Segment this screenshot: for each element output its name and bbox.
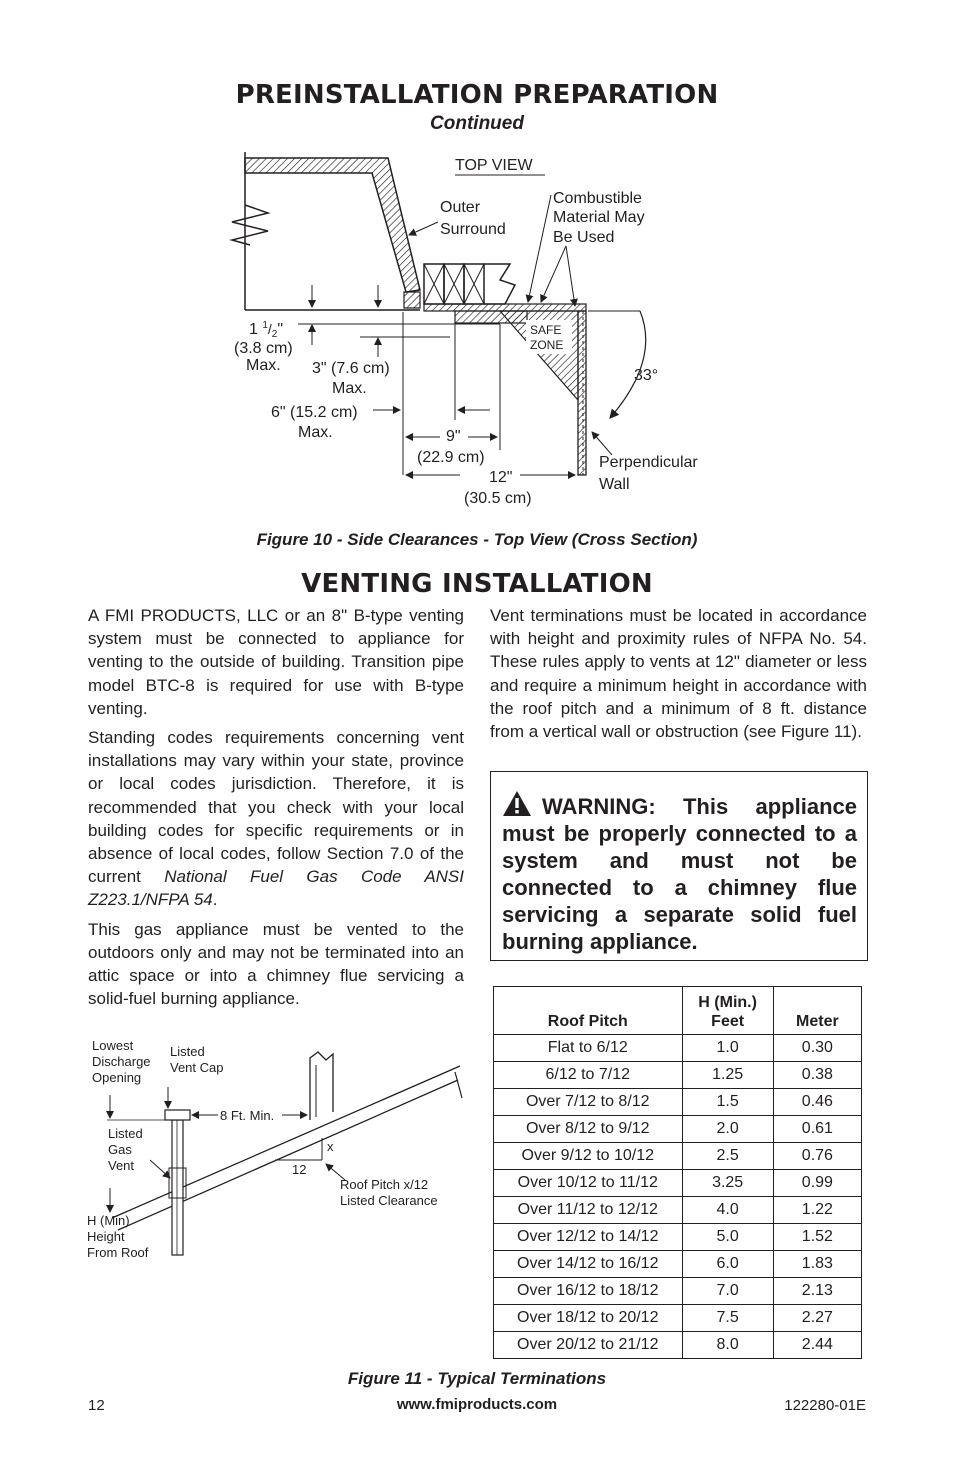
lowest-label-1: Lowest — [92, 1038, 134, 1053]
cell-roof-pitch: Over 7/12 to 8/12 — [494, 1089, 683, 1116]
table-row — [494, 1170, 862, 1197]
page-number: 12 — [88, 1397, 105, 1414]
table-row — [494, 1116, 862, 1143]
figure-11-diagram — [85, 1030, 470, 1265]
cell-meter: 1.22 — [773, 1197, 861, 1224]
table-row — [494, 1089, 862, 1116]
cell-roof-pitch: Over 8/12 to 9/12 — [494, 1116, 683, 1143]
cell-meter: 1.83 — [773, 1251, 861, 1278]
table-row — [494, 1143, 862, 1170]
lowest-label-2: Discharge — [92, 1054, 151, 1069]
listed-gas-label-2: Gas — [108, 1142, 132, 1157]
cell-feet: 3.25 — [682, 1170, 773, 1197]
listed-cap-label-1: Listed — [170, 1044, 205, 1059]
lowest-label-3: Opening — [92, 1070, 142, 1085]
table-row — [494, 1251, 862, 1278]
cell-meter: 0.46 — [773, 1089, 861, 1116]
warning-text: WARNING: This appliance must be properly connected to a system and must not be connected to a chimney flue servicing a separate solid fuel burning appliance. — [502, 794, 857, 954]
outer-surround-label-2: Surround — [440, 221, 506, 238]
cell-feet: 5.0 — [682, 1224, 773, 1251]
pitch-12-label: 12 — [292, 1162, 307, 1177]
combustible-label-2: Material May — [553, 209, 645, 226]
perpendicular-wall-label-1: Perpendicular — [599, 454, 698, 471]
footer-url: www.fmiproducts.com — [396, 1396, 558, 1413]
dim-12-label: 12" — [489, 469, 513, 486]
cell-roof-pitch: Over 10/12 to 11/12 — [494, 1170, 683, 1197]
combustible-label-1: Combustible — [553, 190, 642, 207]
angle-33-label: 33° — [634, 367, 659, 384]
cell-roof-pitch: Over 9/12 to 10/12 — [494, 1143, 683, 1170]
cell-meter: 0.30 — [773, 1035, 861, 1062]
table-row — [494, 1278, 862, 1305]
figure-10-diagram — [200, 148, 740, 520]
dim-9-label: 9" — [446, 428, 461, 445]
outer-surround-label-1: Outer — [440, 199, 481, 216]
cell-roof-pitch: Flat to 6/12 — [494, 1035, 683, 1062]
dim-6-max: Max. — [298, 424, 333, 441]
perpendicular-wall-label-2: Wall — [599, 476, 630, 493]
figure-10-caption: Figure 10 - Side Clearances - Top View (Cross Section) — [256, 530, 698, 549]
section-title-preinstallation: PREINSTALLATION PREPARATION — [235, 80, 719, 110]
document-number: 122280-01E — [784, 1397, 866, 1414]
right-column — [490, 604, 867, 749]
table-row — [494, 1332, 862, 1359]
table-header-row — [494, 987, 862, 1035]
h-min-label-2: Height — [87, 1229, 125, 1244]
left-column — [88, 604, 464, 1016]
dim-1-5-label: 1 $^1$/2" — [249, 320, 284, 340]
cell-roof-pitch: Over 16/12 to 18/12 — [494, 1278, 683, 1305]
section-title-venting: VENTING INSTALLATION — [301, 569, 653, 599]
cell-feet: 7.0 — [682, 1278, 773, 1305]
cell-roof-pitch: 6/12 to 7/12 — [494, 1062, 683, 1089]
cell-feet: 2.5 — [682, 1143, 773, 1170]
cell-feet: 7.5 — [682, 1305, 773, 1332]
cell-roof-pitch: Over 11/12 to 12/12 — [494, 1197, 683, 1224]
top-view-label: TOP VIEW — [455, 157, 533, 174]
paragraph-3: This gas appliance must be vented to the outdoors only and may not be terminated into an attic space or into a chimney flue servicing a solid-fuel burning appliance. — [88, 919, 464, 1009]
cell-feet: 8.0 — [682, 1332, 773, 1359]
listed-gas-label-3: Vent — [108, 1158, 135, 1173]
col-header-roof-pitch: Roof Pitch — [494, 987, 683, 1035]
cell-feet: 1.25 — [682, 1062, 773, 1089]
cell-roof-pitch: Over 14/12 to 16/12 — [494, 1251, 683, 1278]
dim-3-label: 3" (7.6 cm) — [312, 360, 390, 377]
col-header-h-feet: H (Min.) Feet — [682, 987, 773, 1035]
cell-roof-pitch: Over 12/12 to 14/12 — [494, 1224, 683, 1251]
cell-meter: 0.99 — [773, 1170, 861, 1197]
paragraph-1: A FMI PRODUCTS, LLC or an 8" B-type venting system must be connected to appliance for venting to the outside of building. Transition pipe model BTC-8 is required for use with B-type venting. — [88, 606, 464, 718]
safe-zone-label-2: ZONE — [530, 338, 564, 352]
cell-roof-pitch: Over 18/12 to 20/12 — [494, 1305, 683, 1332]
dim-3-max: Max. — [332, 380, 367, 397]
listed-gas-label-1: Listed — [108, 1126, 143, 1141]
warning-triangle-icon — [502, 790, 532, 817]
cell-meter: 0.76 — [773, 1143, 861, 1170]
safe-zone-label-1: SAFE — [530, 323, 562, 337]
paragraph-2: Standing codes requirements concerning vent installations may vary within your state, province or local codes jurisdiction. Therefore, it is recommended that you check with your local building codes for specific requirements or in absence of local codes, follow Section 7.0 of the current National Fuel Gas Code ANSI Z223.1/NFPA 54. — [88, 728, 464, 910]
listed-cap-label-2: Vent Cap — [170, 1060, 224, 1075]
cell-feet: 2.0 — [682, 1116, 773, 1143]
h-min-label-1: H (Min) — [87, 1213, 130, 1228]
cell-feet: 1.0 — [682, 1035, 773, 1062]
section-subtitle: Continued — [430, 113, 524, 134]
table-row — [494, 1197, 862, 1224]
cell-roof-pitch: Over 20/12 to 21/12 — [494, 1332, 683, 1359]
col-header-meter: Meter — [773, 987, 861, 1035]
cell-meter: 2.44 — [773, 1332, 861, 1359]
cell-meter: 1.52 — [773, 1224, 861, 1251]
table-row — [494, 1035, 862, 1062]
cell-meter: 0.61 — [773, 1116, 861, 1143]
roof-pitch-label-2: Listed Clearance — [340, 1193, 438, 1208]
combustible-label-3: Be Used — [553, 229, 615, 246]
dim-1-5-max: Max. — [246, 357, 281, 374]
table-row — [494, 1224, 862, 1251]
paragraph-4: Vent terminations must be located in accordance with height and proximity rules of NFPA No. 54. These rules apply to vents at 12" diameter or less and require a minimum height in accordance with the roof pitch and a minimum of 8 ft. distance from a vertical wall or obstruction (see Figure 11). — [490, 606, 867, 742]
dim-9-metric: (22.9 cm) — [417, 449, 485, 466]
roof-pitch-table — [493, 986, 862, 1359]
cell-meter: 2.27 — [773, 1305, 861, 1332]
roof-pitch-label-1: Roof Pitch x/12 — [340, 1177, 429, 1192]
table-row — [494, 1305, 862, 1332]
cell-feet: 1.5 — [682, 1089, 773, 1116]
pitch-x-label: x — [327, 1139, 334, 1154]
warning-box — [490, 771, 868, 961]
cell-feet: 4.0 — [682, 1197, 773, 1224]
cell-meter: 0.38 — [773, 1062, 861, 1089]
eight-ft-min-label: 8 Ft. Min. — [220, 1108, 275, 1123]
figure-11-caption: Figure 11 - Typical Terminations — [347, 1369, 607, 1388]
dim-6-label: 6" (15.2 cm) — [271, 404, 358, 421]
dim-12-metric: (30.5 cm) — [464, 490, 532, 507]
h-min-label-3: From Roof — [87, 1245, 149, 1260]
cell-meter: 2.13 — [773, 1278, 861, 1305]
dim-1-5-metric: (3.8 cm) — [234, 340, 293, 357]
table-row — [494, 1062, 862, 1089]
cell-feet: 6.0 — [682, 1251, 773, 1278]
